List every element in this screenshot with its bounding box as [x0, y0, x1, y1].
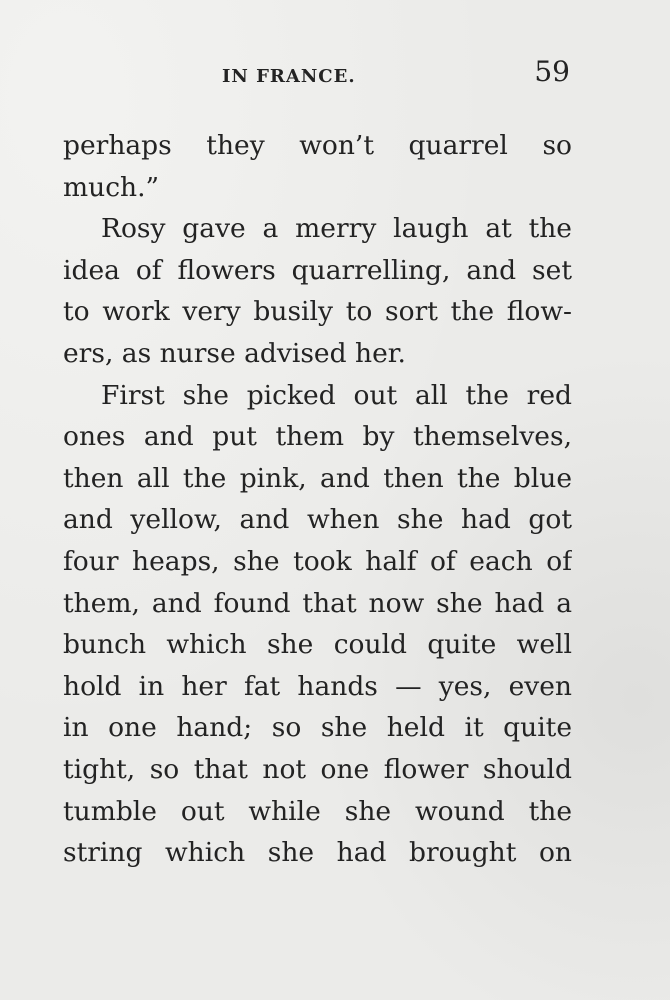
- text-line: ones and put them by themselves,: [63, 421, 572, 453]
- text-line: and yellow, and when she had got: [63, 504, 572, 536]
- body-text: [63, 125, 572, 874]
- running-head: IN FRANCE.: [222, 66, 356, 87]
- text-line: in one hand; so she held it quite: [63, 712, 572, 744]
- text-line: Rosy gave a merry laugh at the: [101, 213, 572, 245]
- text-line: hold in her fat hands — yes, even: [63, 670, 572, 702]
- text-line: then all the pink, and then the blue: [63, 462, 572, 494]
- text-line: much.”: [63, 171, 160, 203]
- text-line: ers, as nurse advised her.: [63, 337, 406, 369]
- text-line: bunch which she could quite well: [63, 629, 572, 661]
- text-line: tumble out while she wound the: [63, 795, 572, 827]
- text-line: string which she had brought on: [63, 837, 572, 869]
- page-number: 59: [534, 55, 570, 88]
- text-line: First she picked out all the red: [101, 379, 572, 411]
- text-line: them, and found that now she had a: [63, 587, 572, 619]
- text-line: four heaps, she took half of each of: [63, 545, 572, 577]
- text-line: idea of flowers quarrelling, and set: [63, 254, 572, 286]
- text-line: tight, so that not one flower should: [63, 753, 572, 785]
- text-line: to work very busily to sort the flow-: [63, 296, 572, 328]
- text-line: perhaps they won’t quarrel so: [63, 130, 572, 161]
